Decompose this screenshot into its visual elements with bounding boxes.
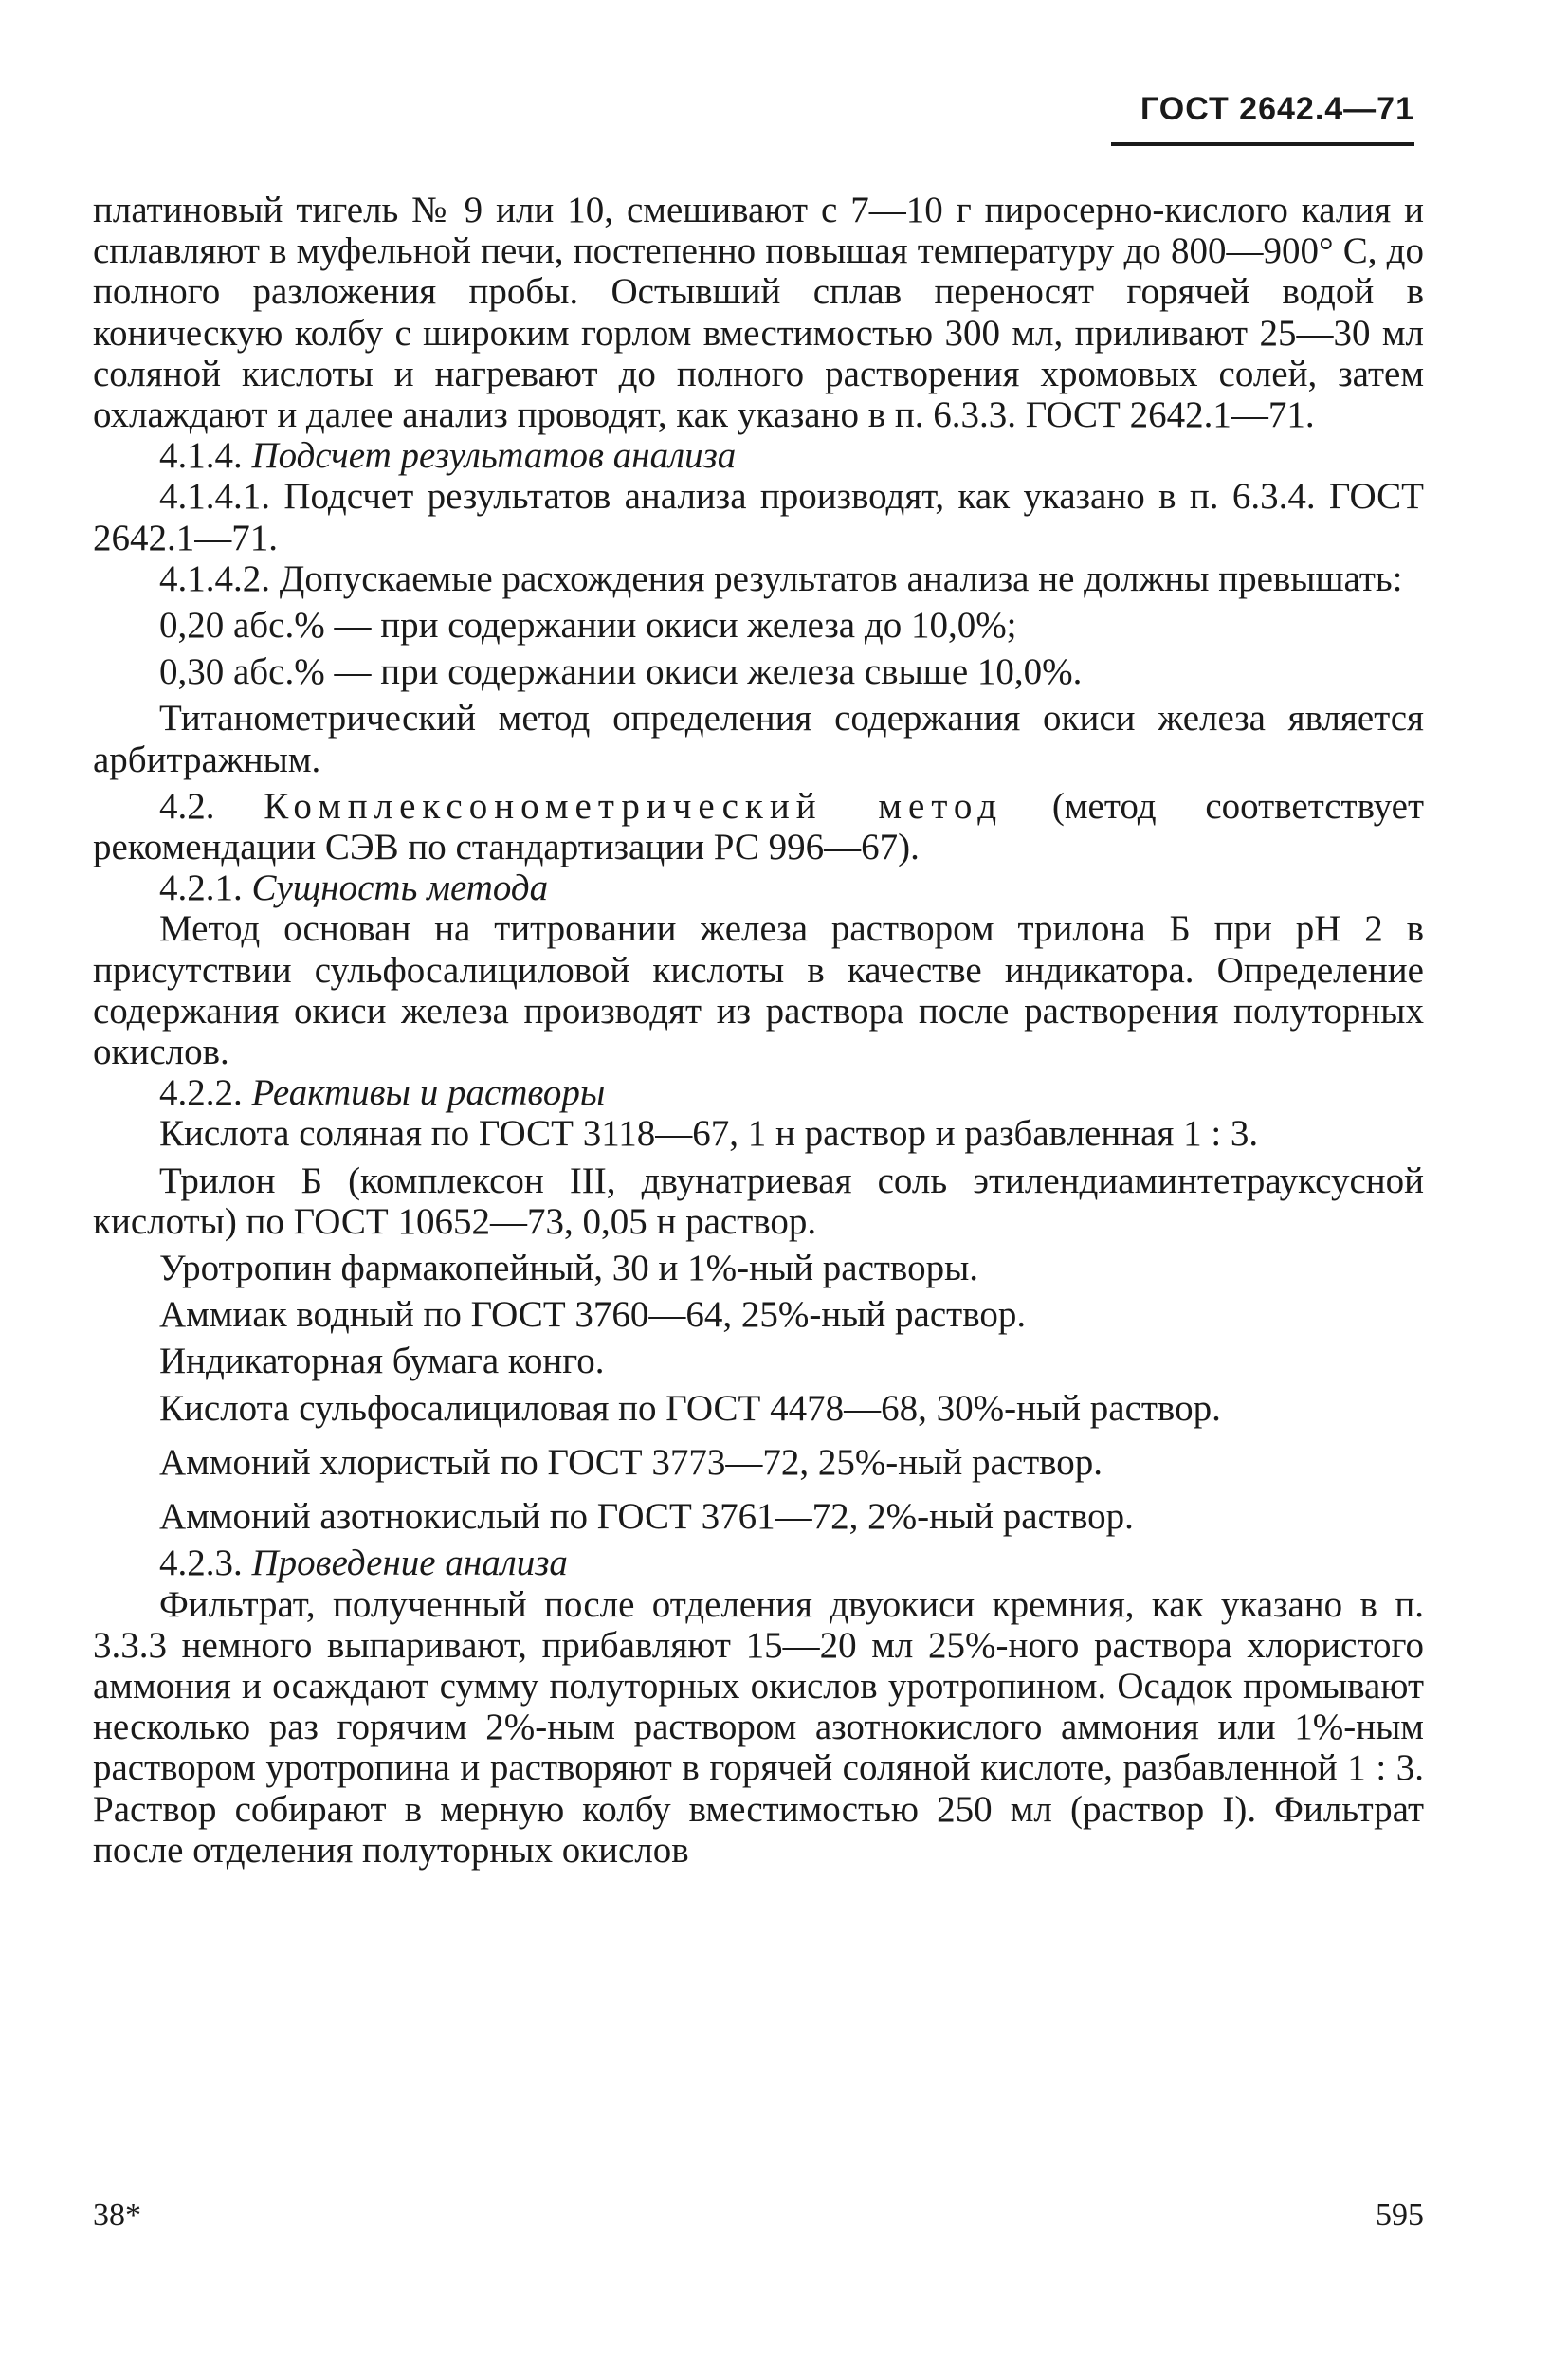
header-rule bbox=[1111, 142, 1414, 146]
section-number: 4.2.1. bbox=[159, 867, 243, 909]
signature-mark: 38* bbox=[93, 2198, 141, 2233]
section-number: 4.1.4. bbox=[159, 435, 243, 477]
tolerance-line-1: 0,20 абс.% — при содержании окиси железа до 10,0%; bbox=[159, 605, 1017, 647]
reagent-item: Трилон Б (комплексон III, двунатриевая соль этилендиаминтетрауксусной кислоты) по ГОСТ 10652—73, 0,05 н раствор. bbox=[93, 1160, 1424, 1242]
tolerance-line-2: 0,30 абс.% — при содержании окиси железа свыше 10,0%. bbox=[159, 651, 1083, 693]
section-title: Подсчет результатов анализа bbox=[251, 435, 737, 477]
reagent-item: Уротропин фармакопейный, 30 и 1%-ный растворы. bbox=[159, 1248, 979, 1289]
paragraph-intro: платиновый тигель № 9 или 10, смешивают с 7—10 г пиросерно-кислого калия и сплавляют в муфельной печи, постепенно повышая температуру до 800—900° С, до полного разложения пробы. Остывший сплав переносят горячей водой в коническую колбу с широким горлом вместимостью 300 мл, приливают 25—30 мл соляной кислоты и нагревают до полного растворения хромовых солей, затем охлаждают и далее анализ проводят, как указано в п. 6.3.3. ГОСТ 2642.1—71. bbox=[93, 190, 1424, 436]
page-number: 595 bbox=[1376, 2198, 1424, 2233]
section-title: Проведение анализа bbox=[251, 1543, 568, 1584]
section-4-2-2-heading bbox=[93, 1072, 1424, 1113]
reagent-item: Аммиак водный по ГОСТ 3760—64, 25%-ный раствор. bbox=[159, 1294, 1027, 1336]
procedure-text: Фильтрат, полученный после отделения двуокиси кремния, как указано в п. 3.3.3 немного выпаривают, прибавляют 15—20 мл 25%-ного раствора хлористого аммония и осаждают сумму полуторных окислов уротропином. Осадок промывают несколько раз горячим 2%-ным раствором азотнокислого аммония или 1%-ным раствором уротропина и растворяют в горячей соляной кислоте, разбавленной 1 : 3. Раствор собирают в мерную колбу вместимостью 250 мл (раствор I). Фильтрат после отделения полуторных окислов bbox=[93, 1583, 1424, 1871]
section-4-1-4-1: 4.1.4.1. Подсчет результатов анализа производят, как указано в п. 6.3.4. ГОСТ 2642.1—71. bbox=[93, 476, 1424, 558]
method-essence: Метод основан на титровании железа раствором трилона Б при pH 2 в присутствии сульфосалициловой кислоты в качестве индикатора. Определение содержания окиси железа производят из раствора после растворения полуторных окислов. bbox=[93, 908, 1424, 1073]
arbitration-note: Титанометрический метод определения содержания окиси железа является арбитражным. bbox=[93, 698, 1424, 780]
standard-header: ГОСТ 2642.4—71 bbox=[1140, 91, 1414, 127]
section-number: 4.2. bbox=[159, 785, 215, 827]
section-4-1-4-heading bbox=[93, 435, 1424, 476]
section-number: 4.2.3. bbox=[159, 1543, 243, 1584]
section-4-2-3-heading bbox=[93, 1543, 1424, 1583]
section-title: Сущность метода bbox=[251, 867, 549, 909]
section-note: (метод соответствует рекомендации СЭВ по стандартизации РС 996—67). bbox=[93, 785, 1424, 868]
section-title: Реактивы и растворы bbox=[251, 1072, 606, 1114]
body-text bbox=[93, 190, 1424, 1871]
section-4-1-4-2: 4.1.4.2. Допускаемые расхождения результатов анализа не должны превышать: bbox=[159, 557, 1403, 599]
reagent-item: Аммоний хлористый по ГОСТ 3773—72, 25%-ный раствор. bbox=[159, 1441, 1103, 1483]
section-number: 4.2.2. bbox=[159, 1072, 243, 1114]
section-4-2-heading bbox=[93, 786, 1424, 867]
reagent-item: Кислота сульфосалициловая по ГОСТ 4478—68, 30%-ный раствор. bbox=[159, 1387, 1221, 1429]
section-4-2-1-heading bbox=[93, 867, 1424, 908]
reagent-item: Индикаторная бумага конго. bbox=[159, 1341, 605, 1382]
reagent-item: Кислота соляная по ГОСТ 3118—67, 1 н раствор и разбавленная 1 : 3. bbox=[159, 1113, 1259, 1155]
section-title-spaced: Комплексонометрический метод bbox=[264, 785, 1004, 827]
reagent-item: Аммоний азотнокислый по ГОСТ 3761—72, 2%-ный раствор. bbox=[159, 1496, 1134, 1538]
